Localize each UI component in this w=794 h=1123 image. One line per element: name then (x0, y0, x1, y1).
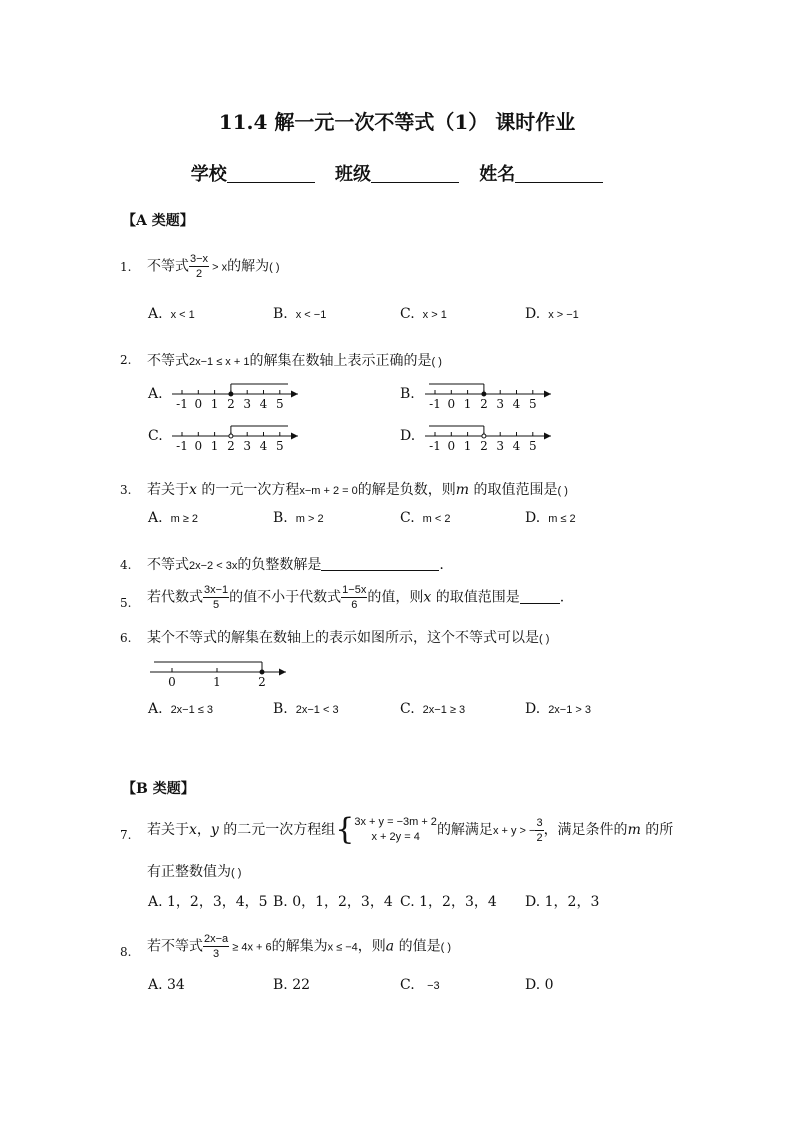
q3-option-d[interactable]: D. m ≤ 2 (525, 510, 576, 526)
q1-fraction: $\frac{3-x}{2}$ (190, 253, 209, 280)
q1-option-d[interactable]: D. x > −1 (525, 306, 579, 322)
school-label: 学校 (190, 164, 227, 185)
tick-label: 5 (528, 439, 537, 453)
open-point (229, 434, 233, 438)
q1-option-b[interactable]: B. x < −1 (273, 306, 327, 322)
q4-number: 4. (120, 558, 132, 572)
q2-option-b[interactable]: B. (400, 386, 415, 402)
q2-option-c[interactable]: C. (148, 428, 163, 444)
q3-option-c[interactable]: C. m < 2 (400, 510, 451, 526)
section-a-heading: 【A 类题】 (122, 213, 194, 229)
q7-equation-system: 3x + y = −3m + 2 x + 2y = 4 (354, 816, 437, 843)
q3-stem: 若关于x 的一元一次方程x−m + 2 = 0的解是负数，则m 的取值范围是( ) (147, 482, 568, 498)
q4-stem: 不等式2x−2 < 3x的负整数解是 . (147, 557, 444, 573)
q2-option-d[interactable]: D. (400, 428, 416, 444)
school-blank[interactable] (227, 164, 315, 183)
q7-stem-line2: 有正整数值为( ) (147, 864, 242, 880)
class-label: 班级 (335, 164, 371, 185)
tick-label: -1 (176, 439, 188, 453)
q8-stem: 若不等式 $\frac{2x-a}{3}$ ≥ 4x + 6的解集为x ≤ −4，则a 的值是( ) (147, 933, 451, 960)
tick-label: 2 (480, 439, 488, 453)
tick-label: 2 (227, 439, 235, 453)
q2-number: 2. (120, 353, 132, 367)
tick-label: -1 (429, 439, 441, 453)
q1-number: 1. (120, 260, 132, 274)
tick-label: 0 (447, 397, 456, 411)
q7-option-c[interactable]: C. 1，2，3，4 (400, 894, 497, 910)
tick-label: 0 (194, 439, 203, 453)
tick-label: 4 (512, 439, 521, 453)
tick-label: 4 (259, 397, 268, 411)
tick-label: -1 (176, 397, 188, 411)
tick-label: 2 (480, 397, 488, 411)
axis-arrow (291, 391, 298, 398)
q3-number: 3. (120, 483, 132, 497)
section-b-heading: 【B 类题】 (122, 781, 195, 797)
axis-arrow (279, 669, 286, 676)
q3-option-a[interactable]: A. m ≥ 2 (148, 510, 198, 526)
q7-fraction: $\frac{3}{2}$ (536, 816, 543, 844)
tick-label: 3 (496, 397, 505, 411)
q2-number-line-c (170, 420, 305, 456)
tick-label: 0 (194, 397, 203, 411)
closed-point (260, 670, 264, 674)
axis-arrow (544, 391, 551, 398)
tick-label: 1 (463, 397, 472, 411)
q1-option-c[interactable]: C. x > 1 (400, 306, 447, 322)
q7-system-brace: { (335, 812, 355, 847)
tick-label: 3 (243, 439, 252, 453)
q2-number-line-a (170, 378, 305, 414)
q2-option-a[interactable]: A. (148, 386, 163, 402)
tick-label: 2 (227, 397, 235, 411)
tick-label: 3 (496, 439, 505, 453)
name-blank[interactable] (515, 164, 603, 183)
tick-label: -1 (429, 397, 441, 411)
q5-number: 5. (120, 596, 132, 610)
tick-label: 4 (512, 397, 521, 411)
q1-option-a[interactable]: A. x < 1 (148, 306, 195, 322)
q8-option-b[interactable]: B. 22 (273, 977, 311, 993)
tick-label: 0 (447, 439, 456, 453)
q7-number: 7. (120, 828, 132, 842)
q8-fraction: $\frac{2x-a}{3}$ (204, 933, 229, 960)
q5-fraction-2: $\frac{1-5x}{6}$ (342, 584, 367, 611)
tick-label: 4 (259, 439, 268, 453)
student-info (0, 160, 794, 186)
tick-label: 0 (168, 675, 176, 689)
q5-answer-blank[interactable] (520, 589, 560, 604)
open-point (482, 434, 486, 438)
q8-number: 8. (120, 945, 132, 959)
axis-arrow (544, 433, 551, 440)
q8-option-a[interactable]: A. 34 (148, 977, 185, 993)
q5-stem: 若代数式 $\frac{3x-1}{5}$ 的值不小于代数式 $\frac{1-5x}{6}$ 的值，则x 的取值范围是 . (147, 584, 565, 611)
q6-option-b[interactable]: B. 2x−1 < 3 (273, 701, 339, 717)
tick-label: 5 (275, 397, 284, 411)
q6-number-line (148, 650, 293, 692)
class-blank[interactable] (371, 164, 459, 183)
q6-stem: 某个不等式的解集在数轴上的表示如图所示，这个不等式可以是( ) (147, 630, 550, 646)
q2-number-line-b (423, 378, 558, 414)
q3-option-b[interactable]: B. m > 2 (273, 510, 324, 526)
q6-option-d[interactable]: D. 2x−1 > 3 (525, 701, 592, 717)
q8-option-d[interactable]: D. 0 (525, 977, 554, 993)
closed-point (482, 392, 486, 396)
q7-option-b[interactable]: B. 0，1，2，3，4 (273, 894, 393, 910)
tick-label: 3 (243, 397, 252, 411)
q7-stem-line1: 若关于x，y 的二元一次方程组{ 3x + y = −3m + 2 x + 2y = 4 的解满足x + y > − $\frac{3}{2}$ ，满足条件的m 的所 (147, 812, 674, 847)
tick-label: 1 (213, 675, 221, 689)
tick-label: 2 (258, 675, 266, 689)
q6-number: 6. (120, 631, 132, 645)
page-title: 11.4 解一元一次不等式（1） 课时作业 (218, 110, 576, 134)
q5-fraction-1: $\frac{3x-1}{5}$ (204, 584, 229, 611)
q7-option-d[interactable]: D. 1，2，3 (525, 894, 600, 910)
q2-number-line-d (423, 420, 558, 456)
axis-arrow (291, 433, 298, 440)
q4-answer-blank[interactable] (321, 556, 439, 571)
q8-option-c[interactable]: C. −3 (400, 977, 440, 993)
tick-label: 1 (463, 439, 472, 453)
tick-label: 5 (528, 397, 537, 411)
closed-point (229, 392, 233, 396)
q6-option-c[interactable]: C. 2x−1 ≥ 3 (400, 701, 466, 717)
tick-label: 1 (210, 439, 219, 453)
tick-label: 1 (210, 397, 219, 411)
tick-label: 5 (275, 439, 284, 453)
q7-option-a[interactable]: A. 1，2，3，4，5 (148, 894, 268, 910)
q1-stem: 不等式 $\frac{3-x}{2}$ > x的解为( ) (147, 253, 280, 280)
q2-stem: 不等式2x−1 ≤ x + 1的解集在数轴上表示正确的是( ) (147, 353, 442, 369)
q6-option-a[interactable]: A. 2x−1 ≤ 3 (148, 701, 213, 717)
name-label: 姓名 (479, 164, 516, 185)
